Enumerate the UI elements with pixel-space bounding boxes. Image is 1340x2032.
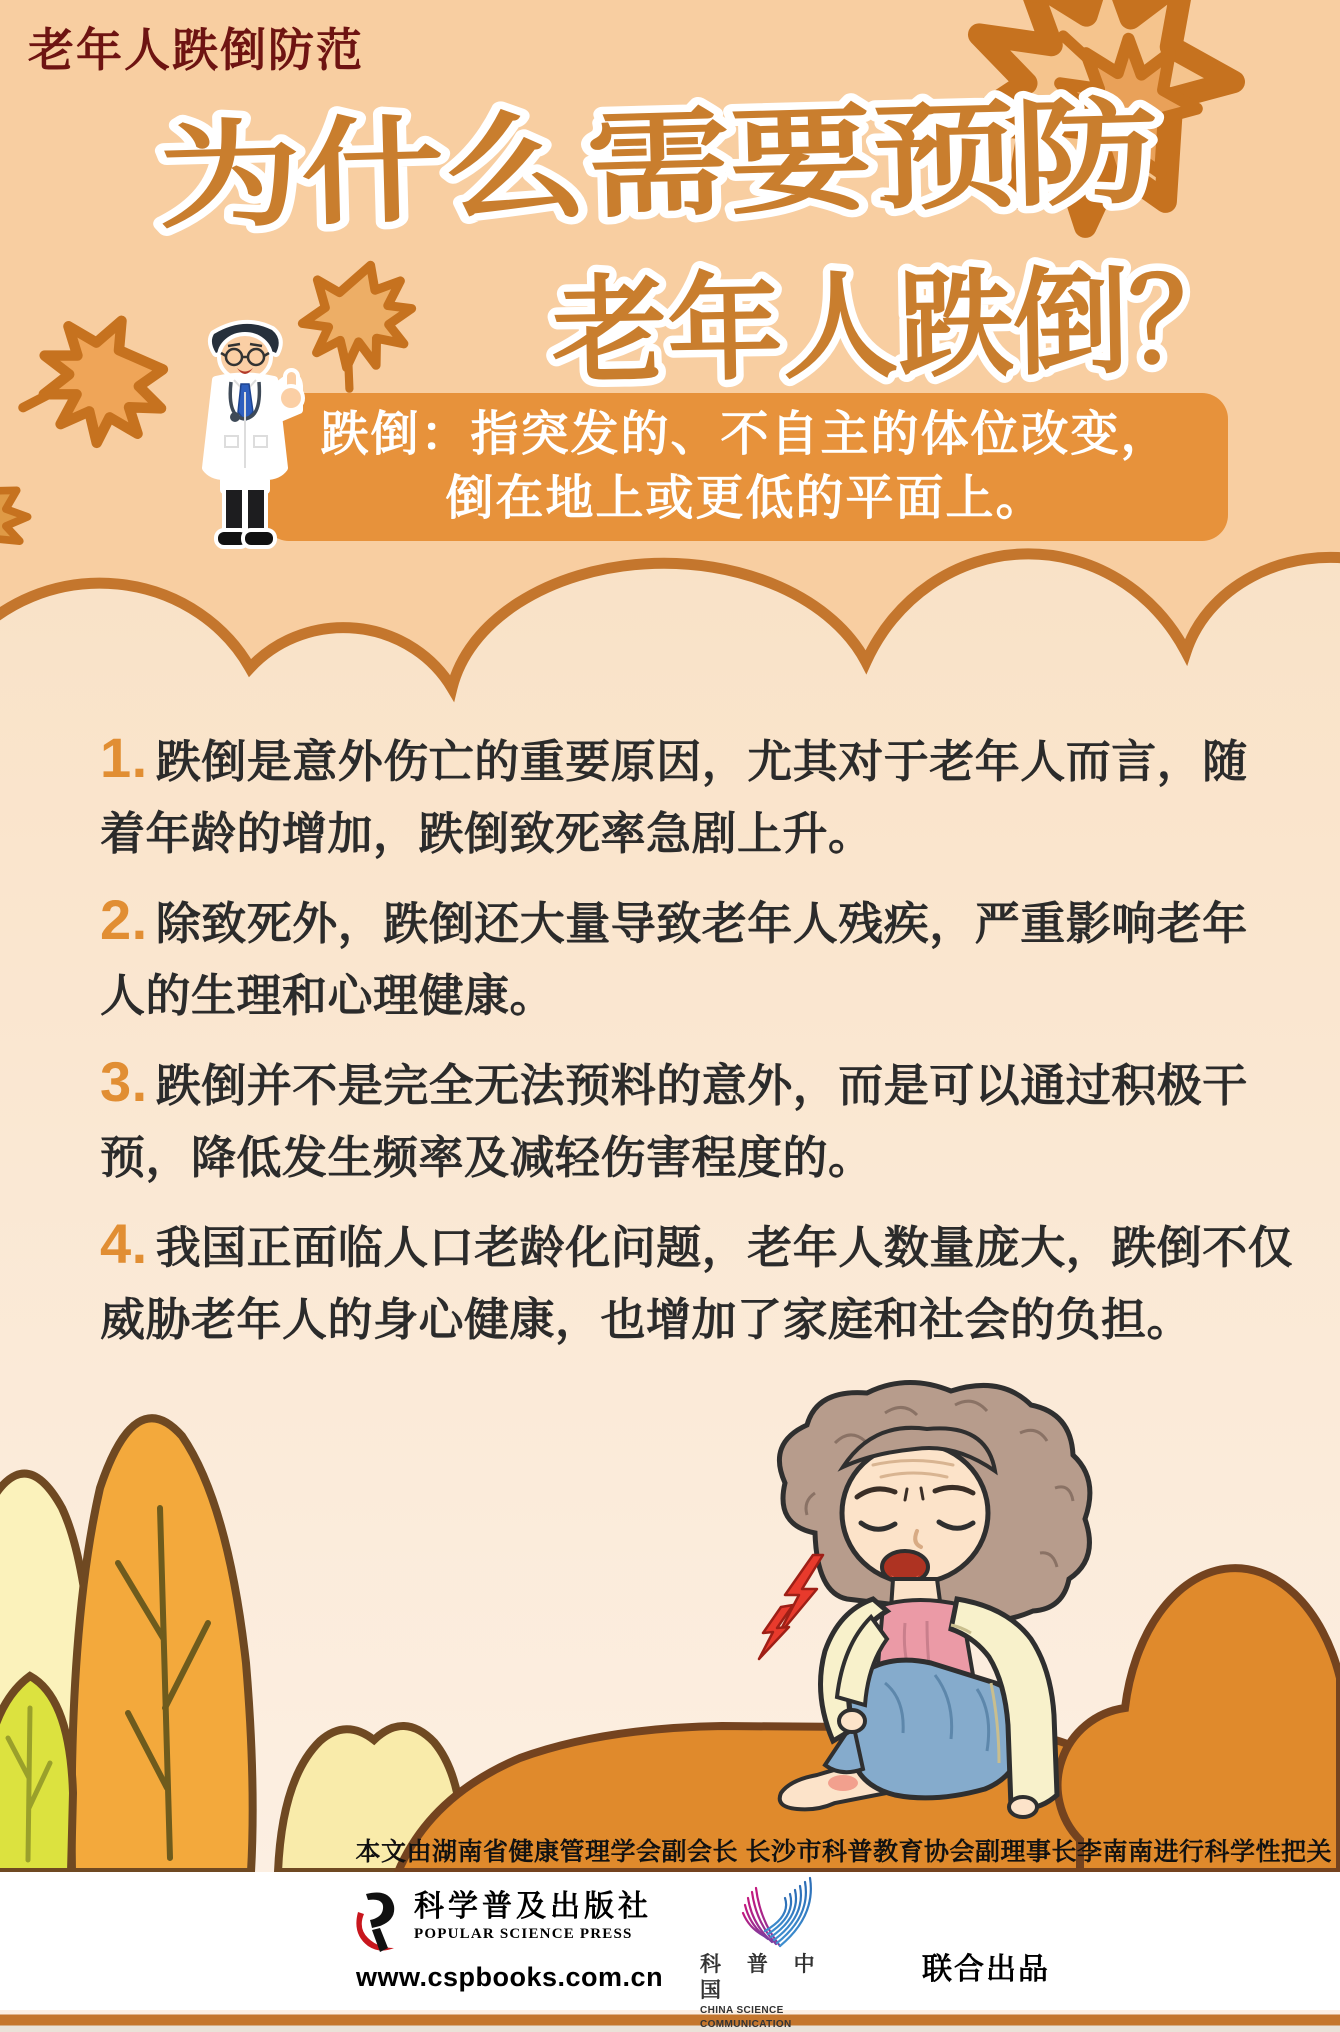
china-science-communication-logo-icon xyxy=(734,1876,826,1952)
point-2-number: 2. xyxy=(100,888,148,951)
point-3-number: 3. xyxy=(100,1050,148,1113)
point-3-line1: 跌倒并不是完全无法预料的意外，而是可以通过积极干 xyxy=(155,1060,1248,1111)
csc-name-cn: 科 普 中 国 xyxy=(700,1953,825,2002)
woman-bruise xyxy=(828,1775,858,1791)
publisher-website: www.cspbooks.com.cn xyxy=(356,1962,664,1992)
publisher-name-en: POPULAR SCIENCE PRESS xyxy=(414,1926,633,1942)
definition-line1: 跌倒：指突发的、不自主的体位改变， xyxy=(320,408,1171,461)
doctor-leg xyxy=(248,490,264,534)
maple-leaf-icon xyxy=(0,455,42,588)
point-2 xyxy=(100,884,1340,1032)
doctor-illustration xyxy=(186,318,304,558)
joint-production-label: 联合出品 xyxy=(922,1953,1050,1986)
doctor-leg xyxy=(226,490,242,534)
attribution-note: 本文由湖南省健康管理学会副会长 长沙市科普教育协会副理事长李南南进行科学性把关 xyxy=(355,1838,1332,1866)
point-4-line2: 威胁老年人的身心健康，也增加了家庭和社会的负担。 xyxy=(100,1294,1193,1345)
woman-hand xyxy=(1009,1797,1037,1817)
point-3 xyxy=(100,1046,1340,1194)
point-4-number: 4. xyxy=(100,1212,148,1275)
pain-bolt-icon xyxy=(759,1555,823,1659)
point-1-number: 1. xyxy=(100,726,148,789)
doctor-shoe xyxy=(245,532,273,545)
publisher-name-cn: 科学普及出版社 xyxy=(414,1890,652,1923)
point-2-line1: 除致死外，跌倒还大量导致老年人残疾，严重影响老年 xyxy=(155,898,1248,949)
points-list xyxy=(100,722,1340,1370)
point-3-line2: 预，降低发生频率及减轻伤害程度的。 xyxy=(100,1132,874,1183)
definition-box xyxy=(263,393,1228,541)
csc-name-en: CHINA SCIENCE COMMUNICATION xyxy=(700,2005,792,2030)
point-2-line2: 人的生理和心理健康。 xyxy=(100,970,556,1021)
point-4-line1: 我国正面临人口老龄化问题，老年人数量庞大，跌倒不仅 xyxy=(155,1222,1294,1273)
popular-science-press-logo-icon xyxy=(350,1890,402,1956)
point-4 xyxy=(100,1208,1340,1356)
poster-tagline: 老年人跌倒防范 xyxy=(28,24,364,76)
poster-title-line2: 老年人跌倒？ xyxy=(550,254,1250,398)
point-1-line2: 着年龄的增加，跌倒致死率急剧上升。 xyxy=(100,808,874,859)
doctor-fist xyxy=(281,388,301,408)
definition-line2: 倒在地上或更低的平面上。 xyxy=(445,472,1046,525)
bottom-illustration xyxy=(0,1378,1340,1872)
woman-hand xyxy=(839,1710,865,1732)
poster-title-line1: 为什么需要预防 xyxy=(156,91,972,243)
bush-icon xyxy=(1058,1568,1340,1872)
point-1-line1: 跌倒是意外伤亡的重要原因，尤其对于老年人而言，随 xyxy=(155,736,1248,787)
publisher-block xyxy=(350,1890,652,1956)
point-1 xyxy=(100,722,1340,870)
china-science-communication-block xyxy=(700,1876,860,2032)
footer xyxy=(0,1872,1340,2030)
